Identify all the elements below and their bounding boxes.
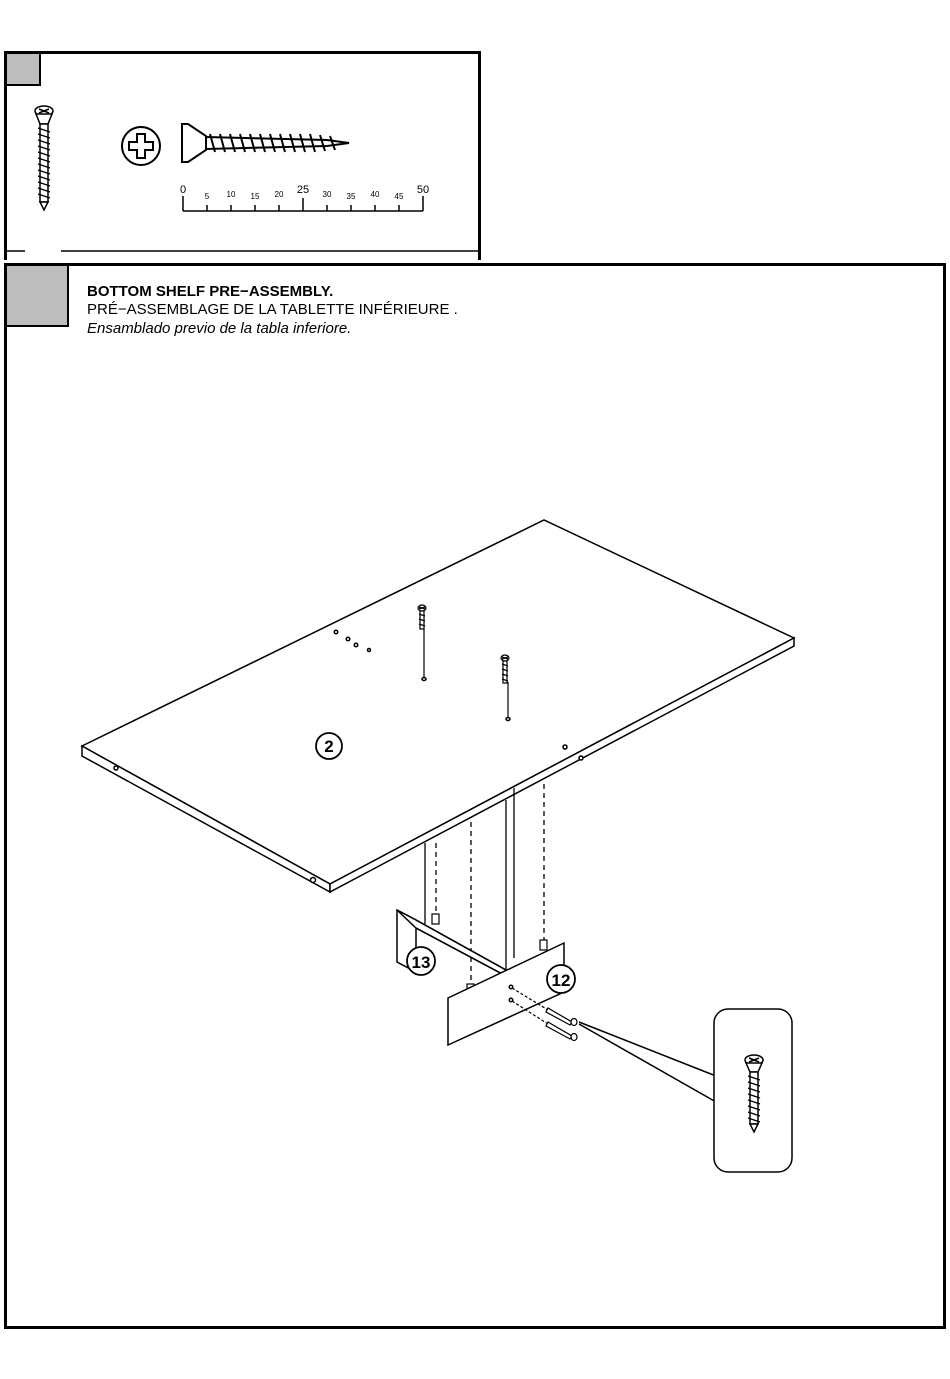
ruler-label-10: 10 — [226, 190, 236, 199]
step-panel — [4, 263, 946, 1329]
ruler-label-45: 45 — [394, 192, 404, 201]
svg-text:13: 13 — [411, 953, 431, 972]
ruler-labels — [180, 184, 429, 201]
instruction-english: BOTTOM SHELF PRE−ASSEMBLY. — [87, 283, 334, 300]
part-label-12 — [547, 965, 575, 993]
length-ruler — [183, 196, 423, 211]
screw-side-view-icon — [182, 124, 349, 162]
instruction-spanish: Ensamblado previo de la tabla inferiore. — [87, 320, 352, 337]
ruler-label-0: 0 — [179, 184, 187, 196]
hardware-panel — [4, 51, 481, 260]
ruler-label-20: 20 — [274, 190, 284, 199]
ruler-label-40: 40 — [370, 190, 380, 199]
part-label-2 — [316, 733, 342, 759]
screw-detail-callout — [714, 1009, 792, 1172]
ruler-label-30: 30 — [322, 190, 332, 199]
assembly-drawing — [7, 266, 943, 1326]
part-label-13 — [407, 947, 435, 975]
ruler-label-35: 35 — [346, 192, 356, 201]
instruction-french: PRÉ−ASSEMBLAGE DE LA TABLETTE INFÉRIEURE . — [87, 301, 458, 318]
ruler-label-15: 15 — [250, 192, 260, 201]
ruler-label-5: 5 — [204, 192, 210, 201]
ruler-label-25: 25 — [296, 184, 310, 196]
svg-text:12: 12 — [551, 971, 571, 990]
bottom-shelf-panel — [82, 520, 794, 892]
ruler-label-50: 50 — [416, 184, 430, 196]
svg-text:2: 2 — [324, 737, 334, 756]
detail-callout-lines — [579, 1022, 716, 1102]
phillips-head-icon — [122, 127, 160, 165]
hardware-drawing — [7, 54, 484, 263]
screw-icon — [35, 106, 53, 210]
